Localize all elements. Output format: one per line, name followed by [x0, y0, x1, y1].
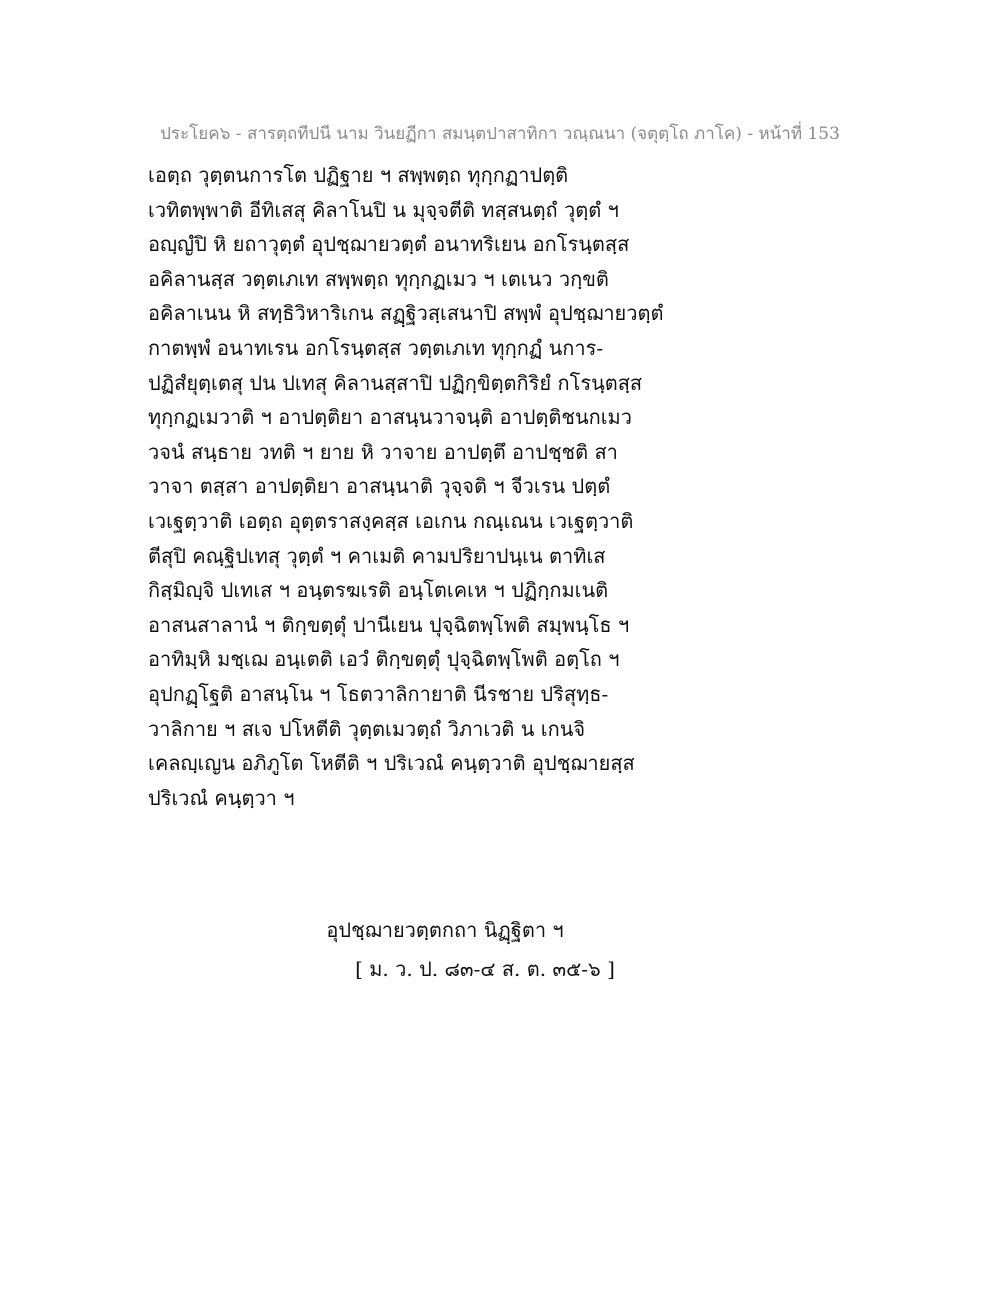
- body-line: ปริเวณํ คนฺตฺวา ฯ: [148, 785, 295, 810]
- body-line: เวทิตพฺพาติ อีทิเสสุ คิลาโนปิ น มุจฺจตีติ ทสฺสนตฺถํ วุตฺตํ ฯ: [148, 197, 619, 222]
- body-line: เอตฺถ วุตฺตนการโต ปฏิฐาย ฯ สพฺพตฺถ ทุกฺกฏาปตฺติ: [148, 163, 569, 187]
- body-line: อคิลาเนน หิ สทฺธิวิหาริเกน สฏฺฐิวสฺเสนาปิ สพฺพํ อุปชฺฌายวตฺตํ: [148, 301, 664, 326]
- body-line: อญฺญํปิ หิ ยถาวุตฺตํ อุปชฺฌายวตฺตํ อนาทริเยน อกโรนฺตสฺส: [148, 232, 630, 257]
- section-closing-title: อุปชฺฌายวตฺตกถา นิฏฺฐิตา ฯ: [326, 918, 564, 942]
- body-line: เวเฐตฺวาติ เอตฺถ อุตฺตราสงฺคสฺส เอเกน กณฺเณน เวเฐตฺวาติ: [148, 508, 634, 533]
- body-line: อาทิมฺหิ มชฺเฌ อนฺเตติ เอวํ ติกฺขตฺตุํ ปุจฺฉิตพฺโพติ อตฺโถ ฯ: [148, 647, 620, 672]
- body-line: อคิลานสฺส วตฺตเภเท สพฺพตฺถ ทุกฺกฏเมว ฯ เตเนว วกฺขติ: [148, 266, 609, 291]
- body-line: ทุกฺกฏเมวาติ ฯ อาปตฺติยา อาสนฺนวาจนฺติ อาปตฺติชนกเมว: [148, 405, 632, 430]
- body-line: กาตพฺพํ อนาทเรน อกโรนฺตสฺส วตฺตเภเท ทุกฺกฏํ นการ-: [148, 335, 604, 360]
- body-line: วจนํ สนฺธาย วทติ ฯ ยาย หิ วาจาย อาปตฺตึ อาปชฺชติ สา: [148, 439, 618, 464]
- reference-citation: [ ม. ว. ป. ๘๓-๔ ส. ต. ๓๕-๖ ]: [355, 957, 615, 981]
- body-line: อาสนสาลานํ ฯ ติกฺขตฺตุํ ปานีเยน ปุจฺฉิตพฺโพติ สมฺพนฺโธ ฯ: [148, 612, 630, 637]
- body-line: กิสฺมิญฺจิ ปเทเส ฯ อนฺตรฆเรติ อนฺโตเคเห ฯ ปฏิกฺกมเนติ: [148, 578, 609, 603]
- body-line: อุปกฏฺโฐติ อาสนฺโน ฯ โธตวาลิกายาติ นีรชาย ปริสุทฺธ-: [148, 681, 609, 706]
- body-line: ปฏิสํยุตฺเตสุ ปน ปเทสุ คิลานสฺสาปิ ปฏิกฺขิตฺตกิริยํ กโรนฺตสฺส: [148, 370, 643, 395]
- running-header: ประโยค๖ - สารตฺถทีปนี นาม วินยฏีกา สมนฺตปาสาทิกา วณฺณนา (จตุตฺโถ ภาโค) - หน้าที่ 153: [160, 124, 840, 144]
- body-text: [148, 158, 868, 815]
- body-line: เคลญฺเญน อภิภูโต โหตีติ ฯ ปริเวณํ คนฺตฺวาติ อุปชฺฌายสฺส: [148, 751, 635, 776]
- body-line: วาจา ตสฺสา อาปตฺติยา อาสนฺนาติ วุจฺจติ ฯ จีวเรน ปตฺตํ: [148, 474, 611, 499]
- body-line: วาลิกาย ฯ สเจ ปโหตีติ วุตฺตเมวตฺถํ วิภาเวติ น เกนจิ: [148, 716, 586, 741]
- body-line: ตีสุปิ คณฺฐิปเทสุ วุตฺตํ ฯ คาเมติ คามปริยาปนฺเน ตาทิเส: [148, 543, 606, 568]
